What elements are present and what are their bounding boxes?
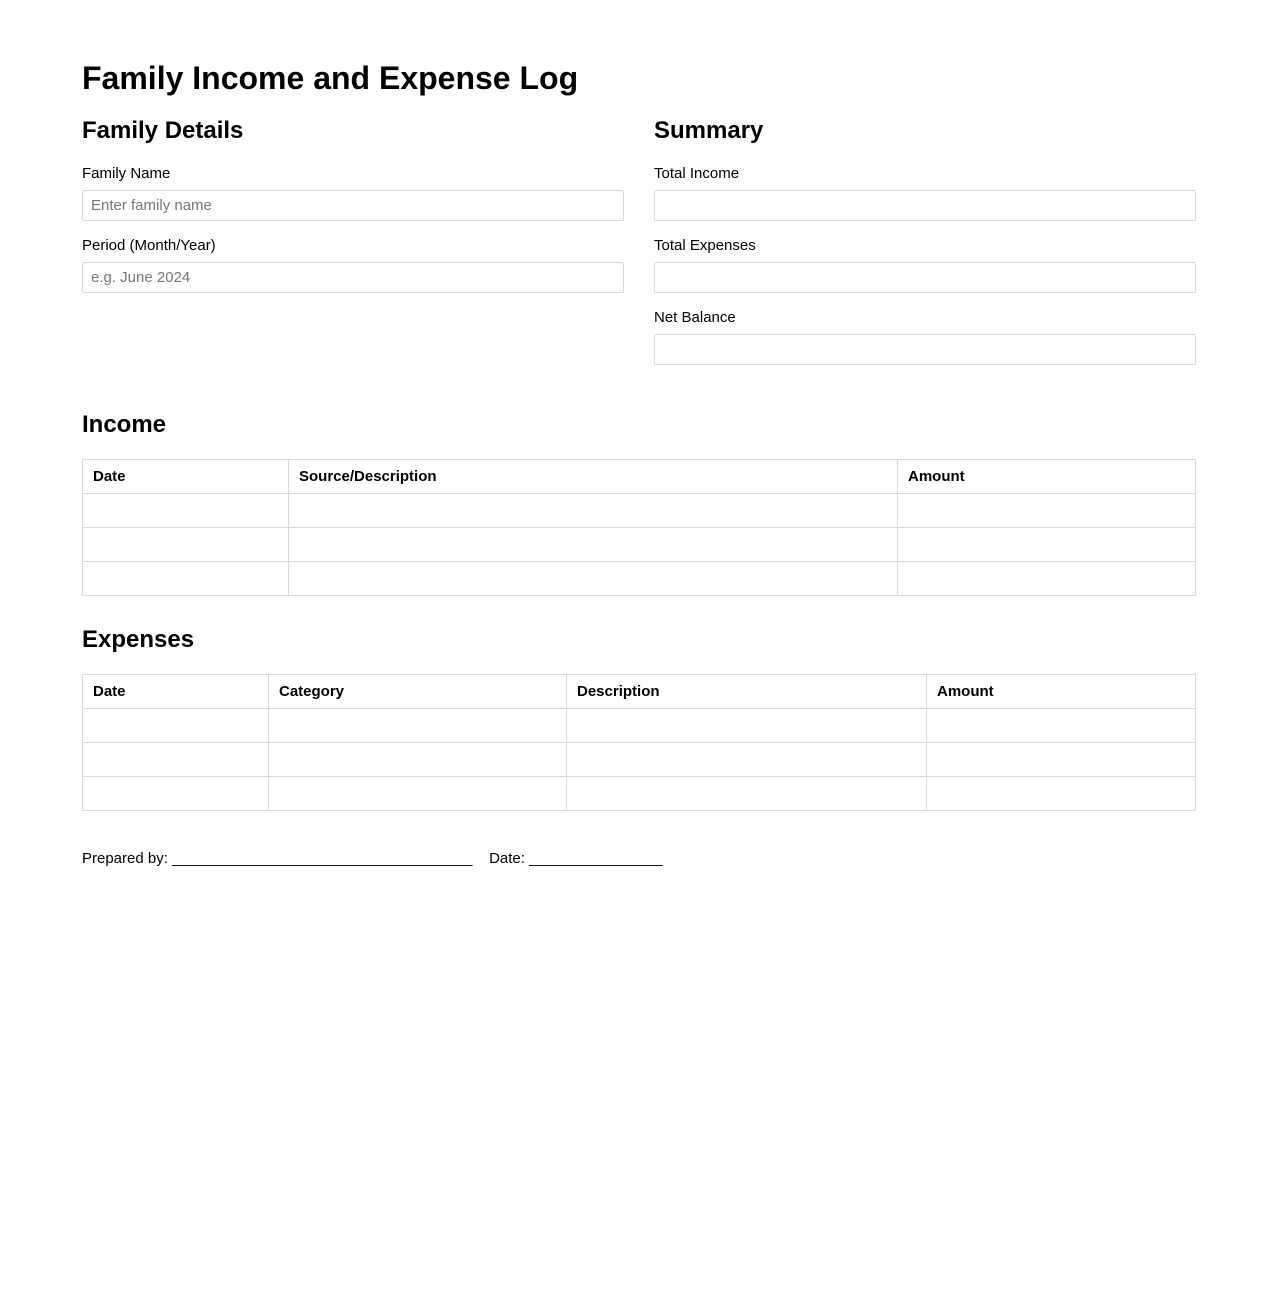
total-expenses-input[interactable]	[654, 262, 1196, 293]
net-balance-input[interactable]	[654, 334, 1196, 365]
income-cell-amount[interactable]	[898, 494, 1196, 528]
expense-cell-category[interactable]	[269, 777, 567, 811]
expenses-section	[82, 626, 1196, 811]
date-line: ________________	[529, 850, 663, 867]
family-name-field-group	[82, 165, 624, 221]
family-name-input[interactable]	[82, 190, 624, 221]
expenses-col-category: Category	[269, 675, 567, 709]
net-balance-label: Net Balance	[654, 309, 736, 326]
total-income-field-group	[654, 165, 1196, 221]
income-section	[82, 411, 1196, 596]
total-income-label: Total Income	[654, 165, 740, 182]
income-cell-date[interactable]	[83, 528, 289, 562]
income-cell-amount[interactable]	[898, 528, 1196, 562]
income-col-amount: Amount	[898, 460, 1196, 494]
total-income-input[interactable]	[654, 190, 1196, 221]
total-expenses-field-group	[654, 237, 1196, 293]
expenses-col-date: Date	[83, 675, 269, 709]
expense-cell-amount[interactable]	[927, 743, 1196, 777]
expenses-heading: Expenses	[82, 626, 195, 653]
expense-cell-date[interactable]	[83, 743, 269, 777]
income-cell-date[interactable]	[83, 494, 289, 528]
expenses-col-description: Description	[567, 675, 927, 709]
income-row	[83, 494, 1196, 528]
expense-cell-description[interactable]	[567, 709, 927, 743]
summary-section	[654, 117, 1196, 326]
expense-cell-date[interactable]	[83, 777, 269, 811]
prepared-by-line: ____________________________________	[172, 850, 473, 867]
income-cell-amount[interactable]	[898, 562, 1196, 596]
income-row	[83, 528, 1196, 562]
expense-cell-amount[interactable]	[927, 777, 1196, 811]
net-balance-field-group	[654, 309, 1196, 365]
period-input[interactable]	[82, 262, 624, 293]
income-col-date: Date	[83, 460, 289, 494]
date-label: Date:	[489, 850, 525, 867]
expense-cell-description[interactable]	[567, 777, 927, 811]
expense-row	[83, 709, 1196, 743]
expense-cell-date[interactable]	[83, 709, 269, 743]
income-heading: Income	[82, 411, 167, 438]
income-header-row	[83, 460, 1196, 494]
income-cell-source[interactable]	[289, 494, 898, 528]
total-expenses-label: Total Expenses	[654, 237, 756, 254]
summary-heading: Summary	[654, 117, 764, 144]
income-cell-date[interactable]	[83, 562, 289, 596]
income-cell-source[interactable]	[289, 528, 898, 562]
signature-footer	[82, 850, 663, 867]
period-field-group	[82, 237, 624, 293]
prepared-by-label: Prepared by:	[82, 850, 168, 867]
family-details-heading: Family Details	[82, 117, 244, 144]
expense-row	[83, 743, 1196, 777]
family-name-label: Family Name	[82, 165, 171, 182]
expenses-col-amount: Amount	[927, 675, 1196, 709]
expense-row	[83, 777, 1196, 811]
income-cell-source[interactable]	[289, 562, 898, 596]
income-table	[82, 459, 1196, 596]
expense-cell-amount[interactable]	[927, 709, 1196, 743]
page-title: Family Income and Expense Log	[82, 60, 579, 96]
income-col-source: Source/Description	[289, 460, 898, 494]
expense-cell-description[interactable]	[567, 743, 927, 777]
expenses-header-row	[83, 675, 1196, 709]
expense-cell-category[interactable]	[269, 743, 567, 777]
family-details-section	[82, 117, 624, 254]
expenses-table	[82, 674, 1196, 811]
expense-cell-category[interactable]	[269, 709, 567, 743]
period-label: Period (Month/Year)	[82, 237, 216, 254]
income-row	[83, 562, 1196, 596]
